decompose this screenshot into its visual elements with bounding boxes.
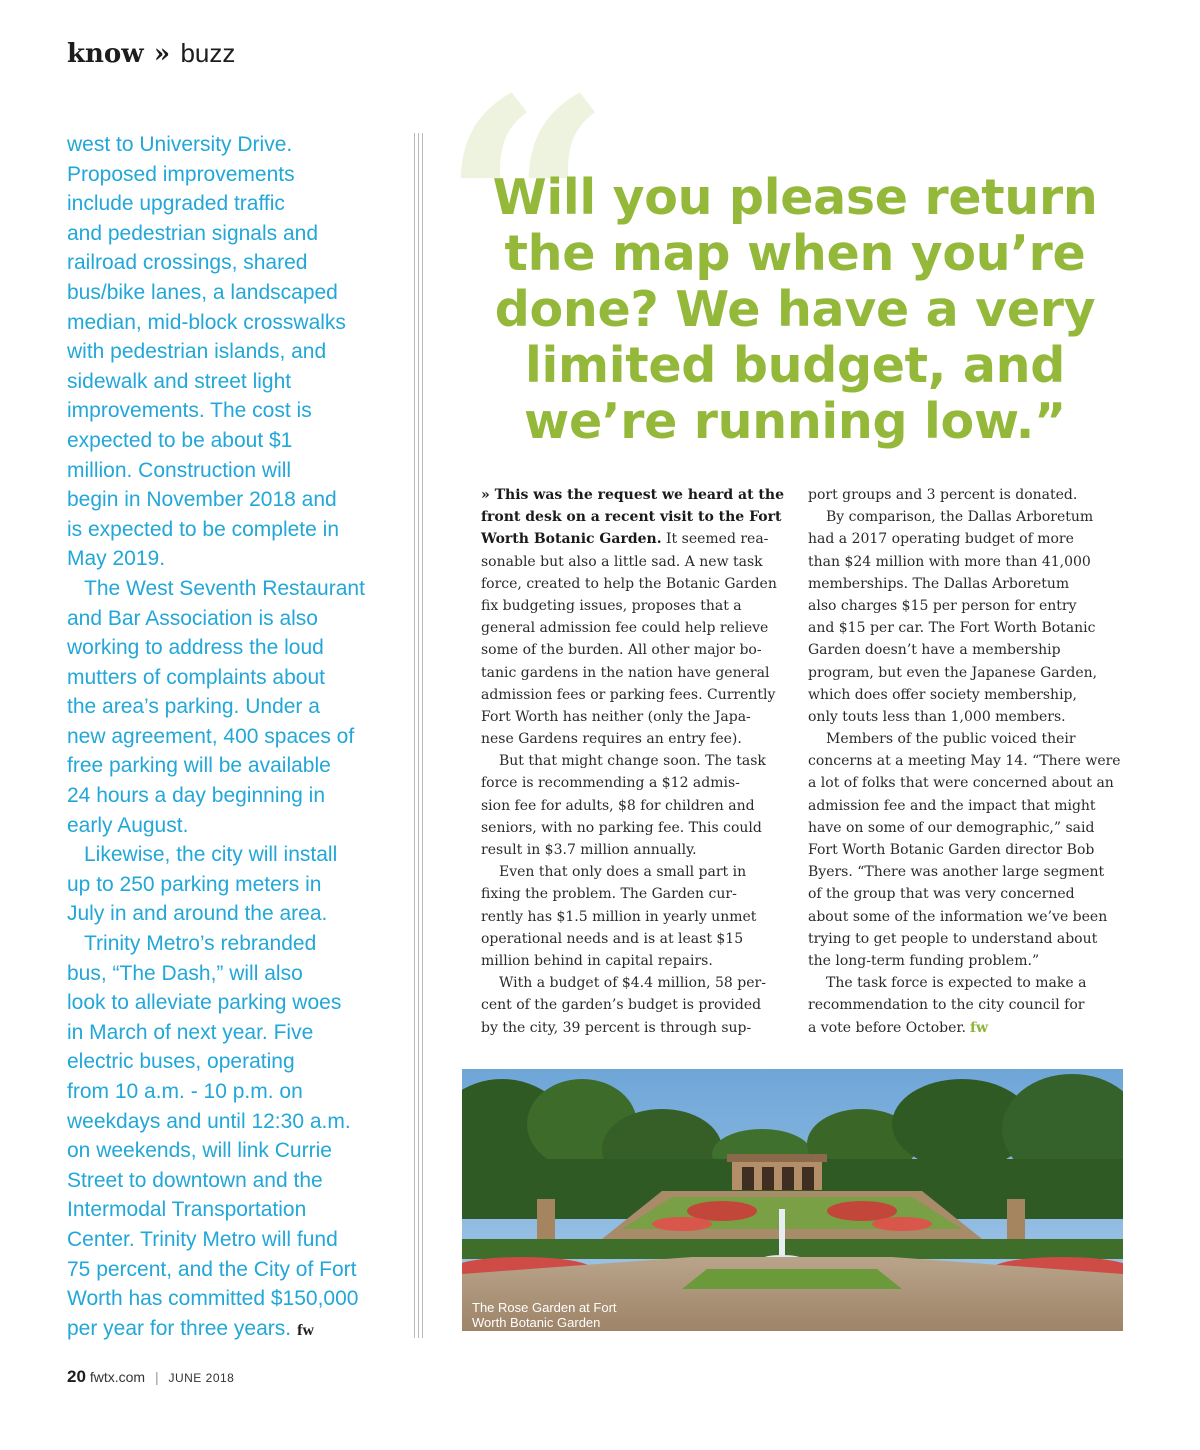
text-line: electric buses, operating	[67, 1050, 295, 1074]
text-line: with pedestrian islands, and	[67, 340, 327, 364]
body-line: by the city, 39 percent is through sup-	[481, 1019, 752, 1036]
text-line: median, mid-block crosswalks	[67, 310, 346, 334]
body-line: Byers. “There was another large segment	[808, 864, 1105, 881]
text-line: expected to be about $1	[67, 428, 293, 452]
body-line: Garden doesn’t have a membership	[808, 642, 1061, 659]
body-line: Members of the public voiced their	[826, 731, 1076, 748]
column-rule	[414, 133, 415, 1338]
body-line: force is recommending a $12 admis-	[481, 775, 740, 792]
pull-quote-line: done? We have a very	[494, 281, 1096, 338]
body-line: cent of the garden’s budget is provided	[481, 997, 762, 1014]
pull-quote-line: the map when you’re	[504, 225, 1086, 282]
page-number: 20	[67, 1367, 86, 1386]
text-line: look to alleviate parking woes	[67, 991, 342, 1015]
text-line: weekdays and until 12:30 a.m.	[67, 1109, 351, 1133]
body-line: admission fee and the impact that might	[808, 797, 1096, 814]
text-line: improvements. The cost is	[67, 399, 312, 423]
body-line: fix budgeting issues, proposes that a	[481, 597, 742, 614]
text-line-wrap	[67, 1314, 397, 1344]
body-line: a lot of folks that were concerned about an	[808, 775, 1114, 792]
text-line: Trinity Metro’s rebranded	[84, 932, 317, 956]
column-rule	[418, 133, 419, 1338]
text-line: is expected to be complete in	[67, 517, 339, 541]
pull-quote-line: Will you please return	[492, 169, 1098, 226]
body-line: also charges $15 per person for entry	[808, 597, 1077, 614]
body-column-1	[481, 484, 784, 1039]
pull-quote	[470, 170, 1120, 450]
text-line: bus, “The Dash,” will also	[67, 961, 303, 985]
body-line: operational needs and is at least $15	[481, 930, 744, 947]
text-line: per year for three years.	[67, 1316, 292, 1340]
text-line: Center. Trinity Metro will fund	[67, 1227, 338, 1251]
pull-quote-line: limited budget, and	[525, 337, 1065, 394]
text-line: free parking will be available	[67, 754, 331, 778]
text-line: early August.	[67, 813, 189, 837]
subsection-label: buzz	[180, 38, 236, 68]
body-line: recommendation to the city council for	[808, 997, 1085, 1014]
body-line: million behind in capital repairs.	[481, 952, 713, 969]
text-line: Intermodal Transportation	[67, 1198, 307, 1222]
body-line: port groups and 3 percent is donated.	[808, 487, 1078, 503]
body-line: program, but even the Japanese Garden,	[808, 664, 1098, 681]
body-line: of the group that was very concerned	[808, 886, 1075, 903]
body-line: The task force is expected to make a	[826, 975, 1087, 992]
body-line: rently has $1.5 million in yearly unmet	[481, 908, 757, 925]
text-line: July in and around the area.	[67, 902, 328, 926]
section-label: know	[67, 39, 144, 69]
text-line: and Bar Association is also	[67, 606, 318, 630]
body-line: » This was the request we heard at the	[481, 487, 784, 503]
caption-line: Worth Botanic Garden	[472, 1315, 601, 1330]
text-line: May 2019.	[67, 547, 166, 571]
body-line: result in $3.7 million annually.	[481, 842, 697, 858]
body-line: only touts less than 1,000 members.	[808, 708, 1066, 725]
text-line: the area’s parking. Under a	[67, 695, 320, 719]
body-line: trying to get people to understand about	[808, 930, 1098, 947]
body-line: and $15 per car. The Fort Worth Botanic	[808, 620, 1096, 637]
body-line: have on some of our demographic,” said	[808, 819, 1095, 836]
body-line: But that might change soon. The task	[499, 753, 766, 770]
body-line: force, created to help the Botanic Garden	[481, 575, 777, 592]
body-line: some of the burden. All other major bo-	[481, 642, 762, 659]
body-line: general admission fee could help relieve	[481, 620, 769, 637]
end-mark: fw	[297, 1321, 314, 1339]
text-line: from 10 a.m. - 10 p.m. on	[67, 1080, 303, 1103]
body-line: seniors, with no parking fee. This could	[481, 819, 762, 836]
photo-caption	[472, 1300, 617, 1330]
body-line: nese Gardens requires an entry fee).	[481, 731, 742, 748]
text-line: railroad crossings, shared	[67, 251, 308, 275]
body-line: had a 2017 operating budget of more	[808, 531, 1074, 548]
text-line: bus/bike lanes, a landscaped	[67, 280, 338, 304]
text-line: new agreement, 400 spaces of	[67, 724, 355, 748]
text-line: in March of next year. Five	[67, 1020, 314, 1044]
text-line: million. Construction will	[67, 458, 292, 482]
text-line: The West Seventh Restaurant	[84, 576, 365, 600]
quote-mark-icon: “	[440, 33, 613, 386]
text-line: mutters of complaints about	[67, 665, 325, 689]
body-line: memberships. The Dallas Arboretum	[808, 575, 1070, 592]
issue-date: JUNE 2018	[168, 1371, 235, 1385]
text-line: sidewalk and street light	[67, 369, 292, 393]
body-line: admission fees or parking fees. Currently	[481, 686, 776, 703]
text-line: Proposed improvements	[67, 162, 295, 186]
body-line	[808, 1017, 1104, 1039]
text-line: up to 250 parking meters in	[67, 872, 322, 896]
page-footer	[67, 1367, 234, 1387]
text-line: Likewise, the city will install	[84, 843, 338, 867]
body-line: tanic gardens in the nation have general	[481, 664, 770, 681]
text-line: Street to downtown and the	[67, 1168, 323, 1192]
column-rule	[422, 133, 423, 1338]
body-line: about some of the information we’ve been	[808, 908, 1108, 925]
text-line: 75 percent, and the City of Fort	[67, 1257, 357, 1281]
caption-line: The Rose Garden at Fort	[472, 1300, 617, 1315]
footer-divider: |	[154, 1369, 159, 1385]
body-line: than $24 million with more than 41,000	[808, 553, 1091, 570]
body-line: front desk on a recent visit to the Fort	[481, 509, 782, 526]
footer-site: fwtx.com	[89, 1369, 146, 1385]
text-line: begin in November 2018 and	[67, 488, 337, 512]
section-separator: »	[153, 39, 171, 69]
body-line-text: a vote before October.	[808, 1019, 967, 1036]
pull-quote-line: we’re running low.”	[524, 393, 1066, 450]
body-line: concerns at a meeting May 14. “There were	[808, 753, 1121, 770]
body-line: sion fee for adults, $8 for children and	[481, 797, 755, 814]
text-line: west to University Drive.	[67, 133, 293, 156]
body-line: Worth Botanic Garden. It seemed rea-	[481, 531, 769, 548]
body-line: sonable but also a little sad. A new task	[481, 553, 763, 570]
text-line: on weekends, will link Currie	[67, 1139, 332, 1163]
left-article-column	[67, 130, 397, 1343]
body-line: Fort Worth has neither (only the Japa-	[481, 708, 751, 725]
text-line: Worth has committed $150,000	[67, 1287, 359, 1311]
body-line: fixing the problem. The Garden cur-	[481, 886, 737, 903]
body-line: By comparison, the Dallas Arboretum	[826, 509, 1094, 526]
text-line: and pedestrian signals and	[67, 221, 319, 245]
body-line: Fort Worth Botanic Garden director Bob	[808, 842, 1095, 858]
body-line: the long-term funding problem.”	[808, 952, 1040, 969]
body-line: Even that only does a small part in	[499, 864, 747, 881]
text-line: include upgraded traffic	[67, 192, 285, 216]
text-line: 24 hours a day beginning in	[67, 784, 326, 808]
body-column-2	[808, 484, 1121, 1039]
body-line: With a budget of $4.4 million, 58 per-	[499, 975, 766, 992]
section-header	[67, 38, 235, 69]
body-line: which does offer society membership,	[808, 686, 1077, 703]
text-line: working to address the loud	[67, 636, 324, 660]
end-mark: fw	[970, 1019, 989, 1036]
rose-garden-photo	[462, 1069, 1123, 1331]
